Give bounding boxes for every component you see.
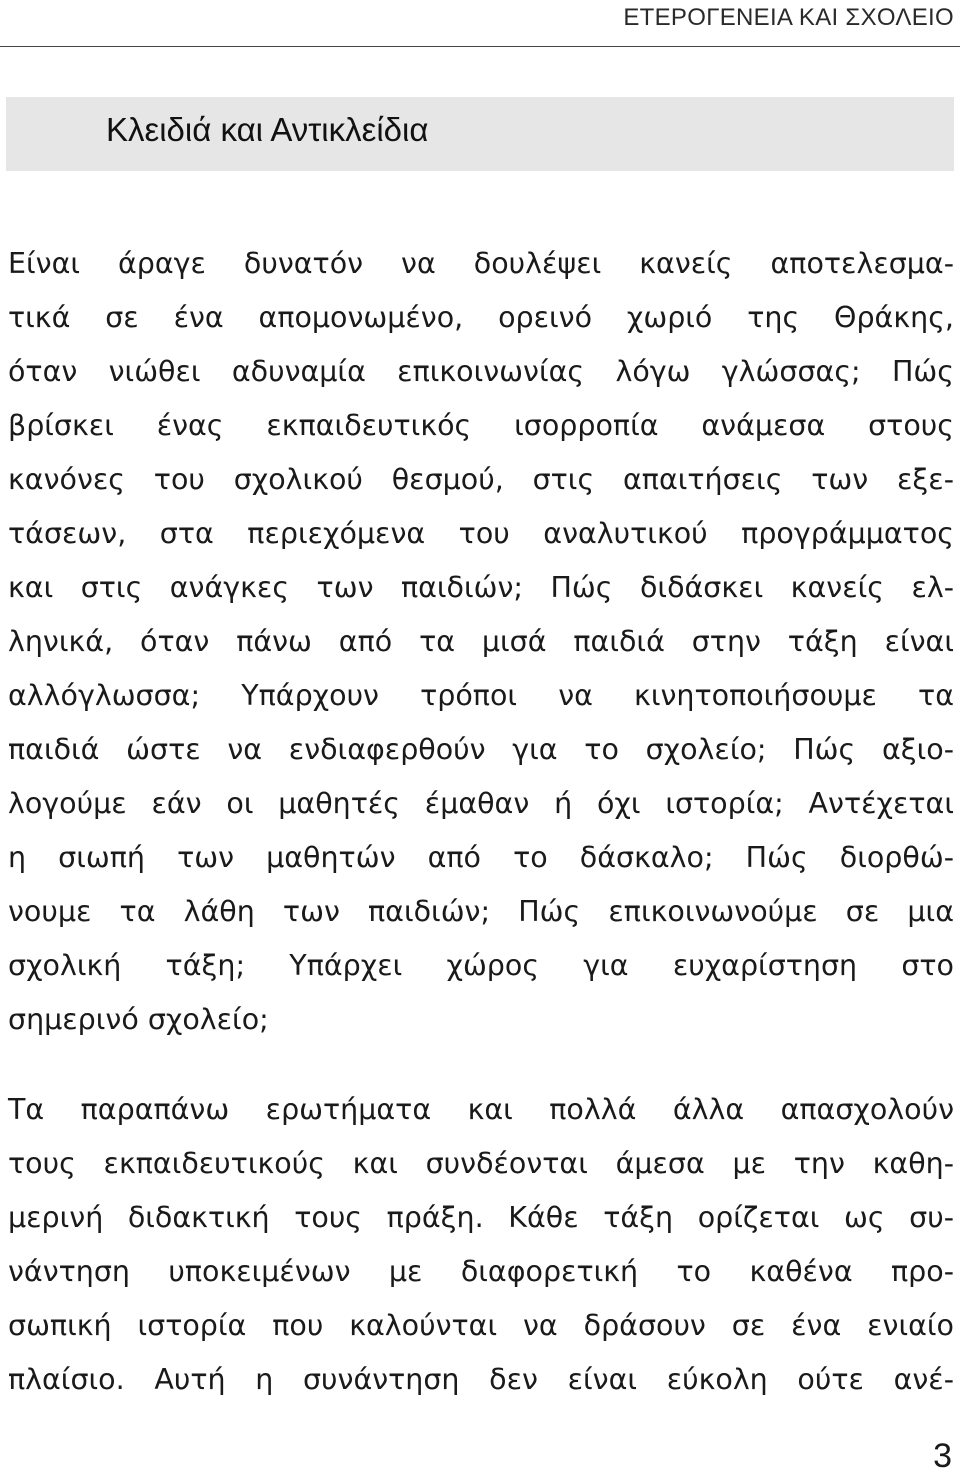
text-line: τους εκπαιδευτικούς και συνδέονται άμεσα με την καθη- (8, 1147, 954, 1180)
text-line: παιδιά ώστε να ενδιαφερθούν για το σχολείο; Πώς αξιο- (8, 733, 954, 766)
text-line: νουμε τα λάθη των παιδιών; Πώς επικοινωνούμε σε μια (8, 895, 954, 928)
section-title: Κλειδιά και Αντικλείδια (106, 111, 429, 148)
text-line: σωπική ιστορία που καλούνται να δράσουν σε ένα ενιαίο (8, 1309, 954, 1342)
page-number: 3 (933, 1437, 952, 1475)
paragraph-2 (8, 1083, 954, 1407)
section-title-band (6, 97, 954, 171)
text-line: αλλόγλωσσα; Υπάρχουν τρόποι να κινητοποιήσουμε τα (8, 679, 954, 712)
text-line: λογούμε εάν οι μαθητές έμαθαν ή όχι ιστορία; Αντέχεται (8, 787, 954, 820)
text-line: τάσεων, στα περιεχόμενα του αναλυτικού προγράμματος (8, 517, 954, 550)
running-header: ΕΤΕΡΟΓΕΝΕΙΑ ΚΑΙ ΣΧΟΛΕΙΟ (623, 4, 954, 31)
text-line: τικά σε ένα απομονωμένο, ορεινό χωριό της Θράκης, (8, 301, 954, 334)
text-line: κανόνες του σχολικού θεσμού, στις απαιτήσεις των εξε- (8, 463, 954, 496)
text-line: πλαίσιο. Αυτή η συνάντηση δεν είναι εύκολη ούτε ανέ- (8, 1363, 954, 1396)
text-line: Είναι άραγε δυνατόν να δουλέψει κανείς αποτελεσμα- (8, 247, 954, 280)
text-line: σημερινό σχολείο; (8, 1003, 269, 1036)
text-line: βρίσκει ένας εκπαιδευτικός ισορροπία ανάμεσα στους (8, 409, 954, 442)
text-line: ληνικά, όταν πάνω από τα μισά παιδιά στην τάξη είναι (8, 625, 954, 658)
text-line: νάντηση υποκειμένων με διαφορετική το καθένα προ- (8, 1255, 954, 1288)
text-line: μερινή διδακτική τους πράξη. Κάθε τάξη ορίζεται ως συ- (8, 1201, 954, 1234)
text-line: η σιωπή των μαθητών από το δάσκαλο; Πώς διορθώ- (8, 841, 954, 874)
text-line: και στις ανάγκες των παιδιών; Πώς διδάσκει κανείς ελ- (8, 571, 954, 604)
header-divider (0, 46, 960, 47)
text-line: σχολική τάξη; Υπάρχει χώρος για ευχαρίστηση στο (8, 949, 954, 982)
text-line: όταν νιώθει αδυναμία επικοινωνίας λόγω γλώσσας; Πώς (8, 355, 954, 388)
paragraph-1 (8, 237, 954, 1047)
text-line: Τα παραπάνω ερωτήματα και πολλά άλλα απασχολούν (8, 1093, 954, 1126)
